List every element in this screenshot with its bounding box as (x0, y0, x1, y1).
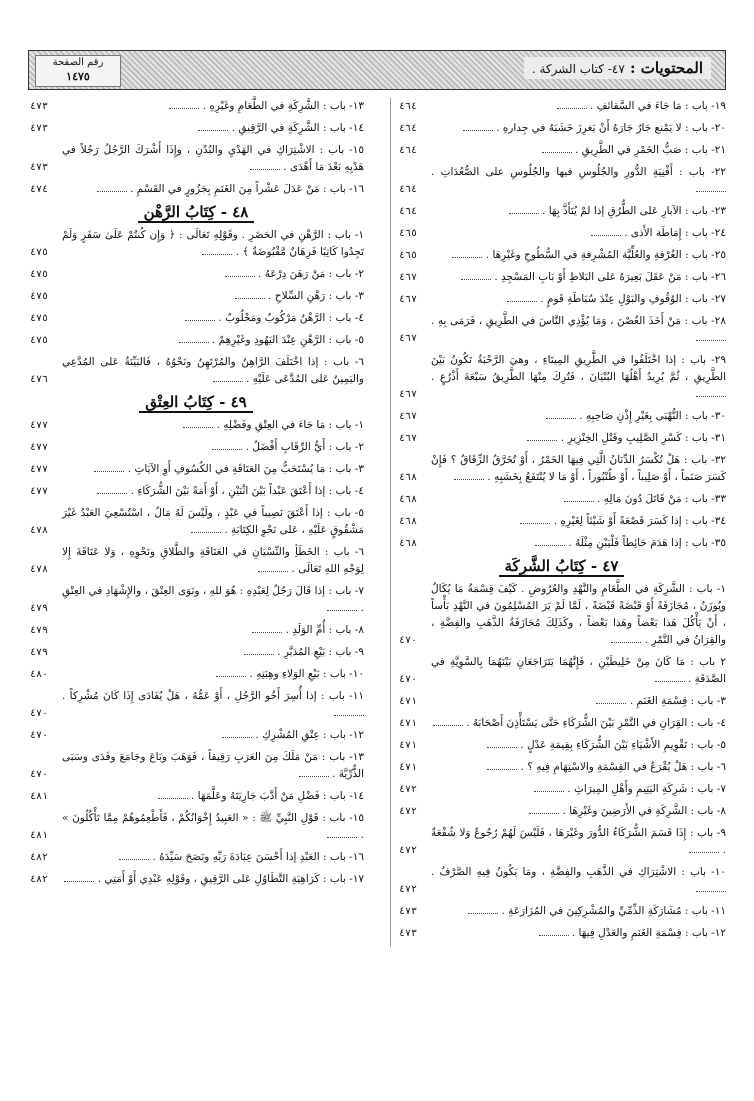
toc-entry-page: ٤٧٢ (399, 845, 418, 856)
dot-leader (529, 813, 559, 814)
toc-entry (28, 644, 364, 661)
toc-entry-page: ٤٦٨ (399, 516, 418, 527)
dot-leader (539, 935, 569, 936)
dot-leader (520, 523, 550, 524)
toc-entry-page: ٤٧٣ (30, 101, 49, 112)
dot-leader (225, 276, 255, 277)
toc-entry (397, 291, 726, 308)
dot-leader (299, 776, 329, 777)
section-heading (28, 393, 364, 411)
toc-entry-title: ٨- باب : الشَّرِكَةِ في الأَرَضِينَ وغَيْرِهَا . (562, 805, 726, 817)
toc-entry-title: ١١- باب : إذا أُسِرَ أَخُو الرَّجُلِ ، أَوْ عَمُّهُ ، هَلْ يُفَادَى إِذَا كَانَ مُشْرِكاً . (62, 690, 364, 702)
toc-entry-page: ٤٨١ (30, 830, 49, 841)
dot-leader (689, 852, 719, 853)
right-column (390, 98, 726, 947)
toc-entry-page: ٤٧١ (399, 762, 418, 773)
toc-entry-page: ٤٧٥ (30, 269, 49, 280)
toc-entry (397, 925, 726, 942)
toc-entry-page: ٤٦٧ (399, 411, 418, 422)
dot-leader (183, 427, 213, 428)
toc-entry-page: ٤٦٧ (399, 389, 418, 400)
toc-entry-page: ٤٧٠ (399, 635, 418, 646)
header-subtitle: ٤٧- كتاب الشركة . (531, 62, 625, 76)
toc-entry (397, 491, 726, 508)
toc-entry-title: ٢ باب : مَا كَانَ مِنْ خَلِيطَيْنِ ، فَإِنَّهُمَا يَتَرَاجَعَانِ بَيْنَهُمَا بِالسَّوِيَّةِ في الصَّدَقَةِ . (431, 656, 726, 685)
dot-leader (213, 381, 243, 382)
toc-entry (28, 749, 364, 783)
dot-leader (611, 642, 641, 643)
dot-leader (454, 479, 484, 480)
dot-leader (198, 130, 228, 131)
dot-leader (185, 320, 215, 321)
toc-entry-page: ٤٧٥ (30, 247, 49, 258)
dot-leader (696, 191, 726, 192)
page-number: ١٤٧٥ (66, 70, 90, 83)
toc-entry-page: ٤٧٠ (30, 769, 49, 780)
toc-entry-page: ٤٧٩ (30, 603, 49, 614)
toc-entry-title: ١٦- باب : العَبْدِ إذا أَحْسَنَ عِبَادَةَ رَبِّهِ ونَصَحَ سَيِّدَهُ . (152, 851, 364, 863)
toc-entry-page: ٤٧٨ (30, 525, 49, 536)
toc-entry (28, 354, 364, 388)
dot-leader (252, 632, 282, 633)
toc-entry (397, 693, 726, 710)
toc-entry-title: ٤- باب : إذا أَعْتَقَ عَبْداً بَيْنَ اثْنَيْنِ ، أَوْ أَمَةً بَيْنَ الشُّرَكَاءِ . (130, 485, 364, 497)
dot-leader (507, 301, 537, 302)
toc-entry (397, 903, 726, 920)
toc-entry (397, 313, 726, 347)
toc-entry (28, 583, 364, 617)
toc-entry-page: ٤٦٧ (399, 333, 418, 344)
toc-entry (28, 810, 364, 844)
toc-entry-page: ٤٧٠ (30, 708, 49, 719)
toc-entry-title: ١١- باب : مُشَارَكَةِ الذِّمِّيِّ والمُشْرِكِينَ في المُزَارَعَةِ . (501, 905, 726, 917)
toc-entry-page: ٤٧٧ (30, 464, 49, 475)
dot-leader (212, 449, 242, 450)
toc-entry-page: ٤٦٥ (399, 250, 418, 261)
toc-entry-page: ٤٧٥ (30, 335, 49, 346)
toc-entry (397, 142, 726, 159)
toc-entry-page: ٤٨٢ (30, 852, 49, 863)
dot-leader (452, 257, 482, 258)
toc-entry-page: ٤٧٢ (399, 806, 418, 817)
toc-entry (397, 781, 726, 798)
toc-entry-title: ١- باب : مَا جَاءَ في العِتْقِ وفَضْلِهِ . (216, 419, 364, 431)
toc-entry-title: ١٩- باب : مَا جَاءَ في السَّقائفِ . (589, 100, 726, 112)
toc-entry (397, 759, 726, 776)
toc-entry-title: ٩- باب : إِذَا قَسَمَ الشُّرَكَاءُ الدُّورَ وغَيْرَهَا ، فَلَيْسَ لَهُمْ رُجُوعٌ وَلا شُفْعَةٌ . (431, 827, 726, 856)
toc-entry-title: ٤- باب : القِرَانِ في التَّمْرِ بَيْنَ الشُّرَكَاءِ حَتَّى يَسْتَأْذِنَ أَصْحَابَهُ . (466, 717, 726, 729)
toc-entry-title: ١٢- باب : عِتْقِ المُشْرِكِ . (255, 729, 364, 741)
toc-entry (28, 310, 364, 327)
toc-entry-title: ١- باب : الشَّرِكَةِ في الطَّعَامِ والنَّهْدِ والعُرُوضِ . كَيْفَ قِسْمَةُ مَا يُكَالُ ويُوزَنُ ، مُجَازَفَةً أَوْ قَبْضَةً قَبْضَةً ، لَمَّا لَمْ يَرَ المُسْلِمُونَ في النَّهْدِ بَأْساً ، أَنْ يَأْكُلَ هَذا بَعْضاً وهَذا بَعْضاً ، وكَذَلِكَ مُجَازَفَةُ الذَّهَبِ والفِضَّةِ ، والقِرَانُ في التَّمْرِ . (431, 583, 726, 646)
dot-leader (97, 493, 127, 494)
dot-leader (327, 837, 357, 838)
toc-entry-title: ٣- باب : رَهْنِ السِّلاحِ . (268, 290, 364, 302)
toc-entry (397, 825, 726, 859)
dot-leader (527, 440, 557, 441)
toc-entry (397, 715, 726, 732)
toc-entry (397, 452, 726, 486)
toc-entry (28, 544, 364, 578)
dot-leader (64, 881, 94, 882)
toc-entry-title: ٢٨- باب : مَنْ أَخَذَ الغُصْنَ ، وَمَا يُؤْذِي النَّاسَ في الطَّرِيقِ ، فَرَمَى بِهِ . (431, 315, 726, 327)
toc-entry-title: ٢٥- باب : الغُرْفةِ والعُلِّيَّة المُشْرِفةِ في السُّطُوحِ وغَيْرِهَا . (485, 249, 726, 261)
toc-entry-page: ٤٧٣ (399, 928, 418, 939)
toc-entry-title: ١٥- باب : الاشْتِرَاكِ في الهَدْيِ والبُدْنِ ، وإِذَا أَشْرَكَ الرَّجُلُ رَجُلاً في هَدْيِهِ بَعْدَ مَا أَهْدَى . (62, 144, 364, 173)
toc-entry-page: ٤٧٣ (30, 162, 49, 173)
dot-leader (591, 235, 621, 236)
toc-entry (28, 266, 364, 283)
toc-entry (397, 203, 726, 220)
toc-entry (397, 247, 726, 264)
toc-entry-title: ٤- باب : الرَّهْنُ مَرْكُوبٌ ومَحْلُوبٌ . (218, 312, 364, 324)
dot-leader (97, 191, 127, 192)
dot-leader (158, 798, 188, 799)
toc-entry-title: ٥- باب : إذا أَعْتَقَ نَصِيباً في عَبْدٍ ، ولَيْسَ لَهُ مَالٌ ، اسْتُسْعِيَ العَبْدُ غَيْرَ مَشْقُوقٍ عَلَيْهِ ، عَلى نَحْوِ الكِتَابَةِ . (62, 507, 364, 536)
toc-entry (397, 535, 726, 552)
toc-entry (397, 98, 726, 115)
dot-leader (202, 254, 232, 255)
section-heading-text: ٤٩ - كِتَابُ العِتْق (139, 393, 252, 413)
dot-leader (222, 737, 252, 738)
toc-entry-title: ١٣- باب : مَنْ مَلَكَ مِنَ العَرَبِ رَقِيقاً ، فَوَهَبَ وبَاعَ وجَامَعَ وفَدَى وسَبَى الذُّرِّيَّةَ . (62, 751, 364, 780)
toc-entry-page: ٤٧٣ (30, 123, 49, 134)
dot-leader (542, 152, 572, 153)
toc-entry (397, 120, 726, 137)
toc-entry (397, 513, 726, 530)
dot-leader (250, 169, 280, 170)
toc-entry-title: ٣٤- باب : إذا كَسَرَ قَصْعَةً أَوْ شَيْئاً لِغَيْرِهِ . (553, 515, 726, 527)
page-header (28, 50, 726, 90)
toc-entry-title: ٣٠- باب : النُّهْبَى بِغَيْرِ إِذْنِ صَاحِبِهِ . (579, 410, 726, 422)
section-heading-text: ٤٧ - كِتَابُ الشَّرِكَة (499, 557, 625, 577)
toc-entry-title: ١- باب : الرَّهْنِ في الحَضَرِ . وقَوْلِهِ تَعَالَى : ﴿ وَإِن كُنتُمْ عَلَىٰ سَفَرٍ وَلَمْ تَجِدُوا كَاتِبًا فَرِهَانٌ مَّقْبُوضَةٌ ﴾ . (62, 229, 364, 258)
toc-entry (397, 581, 726, 649)
dot-leader (696, 891, 726, 892)
dot-leader (433, 725, 463, 726)
dot-leader (696, 340, 726, 341)
dot-leader (94, 471, 124, 472)
toc-entry-title: ١٤- باب : فَضْلِ مَنْ أَدَّبَ جَارِيَتَهُ وعَلَّمَهَا . (191, 790, 364, 802)
toc-entry-title: ٥- باب : الرَّهْنِ عِنْدَ اليَهُودِ وغَيْرِهِمْ . (211, 334, 364, 346)
toc-entry-title: ١٤- باب : الشَّرِكَةِ في الرَّقِيقِ . (231, 122, 364, 134)
dot-leader (235, 298, 265, 299)
toc-entry-page: ٤٧٧ (30, 420, 49, 431)
toc-entry-page: ٤٦٨ (399, 538, 418, 549)
toc-entry-page: ٤٧٣ (399, 906, 418, 917)
toc-entry-page: ٤٨١ (30, 791, 49, 802)
toc-entry-page: ٤٨٠ (30, 669, 49, 680)
toc-entry-page: ٤٦٤ (399, 206, 418, 217)
dot-leader (327, 610, 357, 611)
toc-entry-title: ٣٢- باب : هَلْ تُكْسَرُ الدِّنَانُ الَّتِي فِيهَا الخَمْرُ ، أَوْ تُخَرَّقُ الزِّقَاقُ ؟ فَإِنْ كَسَرَ صَنَماً ، أَوْ صَلِيباً ، أَوْ طُنْبُوراً ، أَوْ مَا لا يُنْتَفَعُ بِخَشَبِهِ . (431, 454, 726, 483)
toc-entry-title: ٣٥- باب : إذا هَدَمَ حَائِطاً فَلْيَبْنِ مِثْلَهُ . (568, 537, 726, 549)
toc-entry (28, 288, 364, 305)
toc-entry-page: ٤٦٨ (399, 494, 418, 505)
toc-entry (28, 98, 364, 115)
toc-entry (28, 727, 364, 744)
toc-entry-title: ٢٤- باب : إِمَاطَة الأَذى . (624, 227, 726, 239)
toc-entry (397, 654, 726, 688)
toc-entry-page: ٤٧٠ (30, 730, 49, 741)
toc-entry-title: ٦- باب : هَلْ يُقْرَعُ في القِسْمَةِ والاسْتِهَامِ فِيهِ ؟ . (520, 761, 726, 773)
dot-leader (487, 747, 517, 748)
toc-entry-title: ٥- باب : تَقْوِيمِ الأَشْيَاءِ بَيْنَ الشُّرَكَاءِ بِقِيمَةِ عَدْلٍ . (520, 739, 726, 751)
toc-entry (28, 666, 364, 683)
toc-entry (397, 164, 726, 198)
toc-entry (28, 417, 364, 434)
toc-entry-title: ٢٠- باب : لا يَمْنع جَارٌ جَارَهُ أَنْ يَغرِزَ خَشَبَهُ في جِدارهِ . (496, 122, 726, 134)
toc-entry-page: ٤٧٢ (399, 884, 418, 895)
dot-leader (461, 279, 491, 280)
dot-leader (557, 108, 587, 109)
dot-leader (534, 791, 564, 792)
toc-entry-title: ٢٧- باب : الوُقُوفِ والبَوْلِ عِنْدَ سُبَاطَةِ قَومٍ . (540, 293, 726, 305)
toc-entry (397, 430, 726, 447)
dot-leader (169, 108, 199, 109)
dot-leader (244, 654, 274, 655)
dot-leader (696, 396, 726, 397)
toc-entry-page: ٤٦٧ (399, 294, 418, 305)
dot-leader (535, 545, 565, 546)
dot-leader (258, 571, 288, 572)
toc-entry-page: ٤٧٨ (30, 564, 49, 575)
toc-entry-title: ١٠- باب : الاشْتِرَاكِ في الذَّهَبِ والفِضَّةِ ، ومَا يَكُونُ فِيهِ الصَّرْفُ . (431, 866, 726, 878)
toc-entry (397, 864, 726, 898)
toc-entry (28, 871, 364, 888)
toc-entry-page: ٤٦٤ (399, 123, 418, 134)
left-column (28, 98, 364, 893)
toc-entry-title: ١٠- باب : بَيْعِ الوَلاءِ وهِبَتِهِ . (249, 668, 364, 680)
toc-entry-title: ٦- باب : إذا اخْتَلَفَ الرَّاهِنُ والمُرْتَهِنُ ونَحْوُهُ ، فَالبَيِّنَةُ عَلى المُدَّعِي واليَمِينُ عَلى المُدَّعَى عَلَيْهِ . (62, 356, 364, 385)
dot-leader (509, 213, 539, 214)
dot-leader (546, 418, 576, 419)
toc-entry (397, 225, 726, 242)
toc-entry (28, 227, 364, 261)
toc-entry (28, 142, 364, 176)
toc-entry-page: ٤٦٧ (399, 433, 418, 444)
toc-entry-title: ٢١- باب : صَبُّ الخَمْرِ في الطَّرِيقِ . (574, 144, 726, 156)
toc-entry-page: ٤٧٤ (30, 184, 49, 195)
toc-entry (28, 181, 364, 198)
toc-entry-page: ٤٧١ (399, 740, 418, 751)
toc-entry-title: ٢٢- باب : أَفْنِيَةِ الدُّورِ والجُلُوسِ فيها والجُلُوسِ على الصُّعُدَاتِ . (431, 166, 726, 178)
toc-entry-page: ٤٨٢ (30, 874, 49, 885)
toc-entry (28, 120, 364, 137)
contents-page (28, 50, 726, 1095)
toc-entry-title: ٢- باب : مَنْ رَهَنَ دِرْعَهُ . (258, 268, 364, 280)
page-number-box (35, 55, 121, 87)
toc-entry (397, 269, 726, 286)
toc-entry (28, 439, 364, 456)
toc-entry-title: ١٥- باب : قَوْلِ النَّبِيِّ ﷺ : « العَبِيدُ إِخْوَانُكُمْ ، فَأَطْعِمُوهُمْ مِمَّا تَأْكُلُونَ » . (62, 812, 364, 841)
section-heading (397, 557, 726, 575)
toc-entry (28, 332, 364, 349)
toc-entry-title: ٢٩- باب : إذا اخْتَلَفُوا في الطَّرِيقِ المِيتَاءِ ، وهيَ الرَّحْبَةُ تَكُونُ بَيْنَ الطَّرِيقِ ، ثُمَّ يُرِيدُ أَهْلُهَا البُنْيَانَ ، فَتُرِكَ مِنْهَا الطَّرِيقُ سَبْعَةَ أَذْرُعٍ . (431, 354, 726, 383)
toc-entry-title: ٧- باب : شَرِكَةِ اليَتِيمِ وأَهْلِ المِيرَاثِ . (567, 783, 726, 795)
dot-leader (191, 532, 221, 533)
toc-entry-page: ٤٦٧ (399, 272, 418, 283)
toc-entry (28, 622, 364, 639)
toc-entry-title: ٣٣- باب : مَنْ قَاتَلَ دُونَ مَالِهِ . (597, 493, 726, 505)
toc-entry (28, 505, 364, 539)
toc-entry (28, 688, 364, 722)
toc-entry-page: ٤٧٧ (30, 442, 49, 453)
toc-entry-page: ٤٧٥ (30, 291, 49, 302)
toc-entry (28, 849, 364, 866)
toc-entry-page: ٤٧٦ (30, 374, 49, 385)
page-number-label: رقم الصفحة (52, 57, 104, 68)
toc-entry-page: ٤٦٥ (399, 228, 418, 239)
dot-leader (655, 681, 685, 682)
toc-entry (397, 408, 726, 425)
toc-entry-page: ٤٧٥ (30, 313, 49, 324)
dot-leader (119, 859, 149, 860)
toc-entry-title: ٨- باب : أُمِّ الوَلَدِ . (285, 624, 364, 636)
toc-entry-page: ٤٧١ (399, 696, 418, 707)
section-heading (28, 203, 364, 221)
dot-leader (596, 703, 626, 704)
toc-entry-page: ٤٧٩ (30, 625, 49, 636)
header-title-box (524, 57, 711, 79)
dot-leader (216, 676, 246, 677)
toc-entry (28, 483, 364, 500)
toc-entry-page: ٤٧٠ (399, 674, 418, 685)
toc-entry (397, 352, 726, 403)
toc-entry-page: ٤٧٧ (30, 486, 49, 497)
toc-entry-title: ٢٣- باب : الآبارِ عَلى الطُّرُقِ إذا لمْ يُتَأَذَّ بِهَا . (542, 205, 726, 217)
toc-entry-title: ٩- باب : بَيْعِ المُدَبَّرِ . (277, 646, 364, 658)
toc-entry-title: ٧- باب : إذا قَالَ رَجُلٌ لِعَبْدِهِ : هُوَ للهِ ، ونَوَى العِتْقَ ، والإِشْهَادِ في العِتْقِ . (62, 585, 364, 614)
toc-entry-page: ٤٦٤ (399, 145, 418, 156)
dot-leader (564, 501, 594, 502)
dot-leader (487, 769, 517, 770)
toc-entry-page: ٤٦٤ (399, 101, 418, 112)
dot-leader (463, 130, 493, 131)
toc-entry-page: ٤٧٩ (30, 647, 49, 658)
toc-entry-title: ٣١- باب : كَسْرِ الصَّلِيبِ وقَتْلِ الخِنْزِيرِ . (560, 432, 726, 444)
toc-entry-page: ٤٧٢ (399, 784, 418, 795)
toc-entry-title: ٦- باب : الخَطَأِ والنِّسْيَانِ في العَتَاقَةِ والطَّلاقِ ونَحْوِهِ ، وَلا عَتَاقَةَ إِلا لِوَجْهِ اللهِ تَعَالَى . (62, 546, 364, 575)
toc-entry (28, 461, 364, 478)
toc-entry-title: ٣- باب : مَا يُسْتَحَبُّ مِنَ العَتَاقَةِ في الكُسُوفِ أَوِ الآيَاتِ . (127, 463, 364, 475)
header-title: المحتويات : (630, 59, 703, 77)
toc-entry-page: ٤٦٨ (399, 472, 418, 483)
dot-leader (468, 913, 498, 914)
toc-entry (397, 737, 726, 754)
toc-entry-title: ١٧- باب : كَرَاهِيَةِ التَّطَاوُلِ عَلى الرَّقِيقِ ، وقَوْلِهِ عَبْدِي أَوْ أَمَتِي . (97, 873, 364, 885)
dot-leader (179, 342, 209, 343)
toc-entry-title: ٢٦- باب : مَنْ عَقَلَ بَعِيرَهُ عَلى البَلاطِ أَوْ بَابِ المَسْجِدِ . (494, 271, 726, 283)
toc-entry-title: ١٦- باب : مَنْ عَدَلَ عَشْراً مِنَ الغَنَمِ بِجَزُورٍ في القَسْمِ . (130, 183, 364, 195)
toc-entry-title: ٣- باب : قِسْمَةِ الغَنَمِ . (629, 695, 726, 707)
section-heading-text: ٤٨ - كِتَابُ الرَّهْن (138, 203, 255, 223)
toc-entry-page: ٤٧١ (399, 718, 418, 729)
dot-leader (334, 715, 364, 716)
toc-entry (397, 803, 726, 820)
toc-entry-title: ١٣- باب : الشَّرِكَةِ في الطَّعَامِ وغَيْرِهِ . (202, 100, 364, 112)
toc-entry-title: ١٢- باب : قِسْمَةِ الغَنَمِ والعَدْلِ فِيهَا . (571, 927, 726, 939)
toc-entry (28, 788, 364, 805)
toc-entry-page: ٤٦٤ (399, 184, 418, 195)
toc-entry-title: ٢- باب : أَيُّ الرِّقَابِ أَفْضَلُ . (245, 441, 364, 453)
